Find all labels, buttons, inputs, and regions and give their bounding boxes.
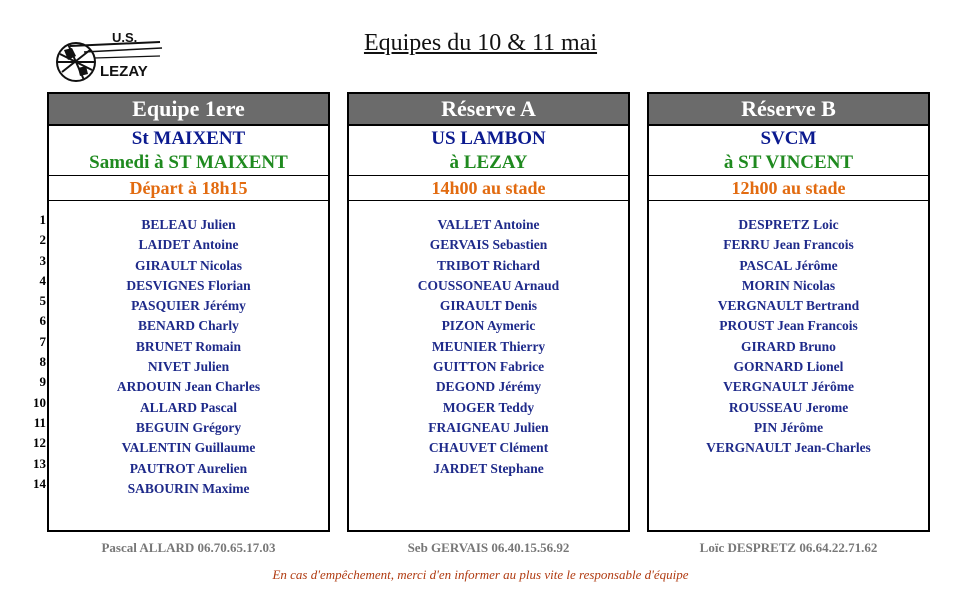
- player-name: SABOURIN Maxime: [127, 480, 250, 496]
- player-name: GIRAULT Nicolas: [135, 257, 242, 273]
- contact-reserve-b: Loïc DESPRETZ 06.64.22.71.62: [699, 540, 878, 555]
- player-name: MOGER Teddy: [442, 399, 535, 415]
- player-name: PIN Jérôme: [753, 419, 824, 435]
- player-name: BENARD Charly: [138, 318, 239, 334]
- player-name: PAUTROT Aurelien: [129, 460, 248, 476]
- venue: Samedi à ST MAIXENT: [49, 151, 328, 176]
- player-name: COUSSONEAU Arnaud: [417, 277, 560, 293]
- contact-equipe-1ere: Pascal ALLARD 06.70.65.17.03: [101, 540, 276, 555]
- row-number: 4: [39, 272, 46, 288]
- departure-time: 12h00 au stade: [649, 176, 928, 201]
- row-number: 3: [39, 252, 46, 268]
- row-number: 6: [39, 313, 46, 329]
- venue: à LEZAY: [349, 151, 628, 176]
- player-name: GORNARD Lionel: [733, 359, 844, 375]
- player-name: GUITTON Fabrice: [432, 359, 545, 375]
- row-number: 14: [33, 475, 46, 491]
- player-name: BRUNET Romain: [135, 338, 242, 354]
- player-name: ROUSSEAU Jerome: [728, 399, 849, 415]
- contact-reserve-a: Seb GERVAIS 06.40.15.56.92: [407, 540, 570, 555]
- venue: à ST VINCENT: [649, 151, 928, 176]
- player-name: PASCAL Jérôme: [739, 257, 838, 273]
- opponent: US LAMBON: [431, 128, 546, 149]
- opponent: St MAIXENT: [131, 128, 246, 149]
- row-number: 5: [39, 293, 46, 309]
- player-name: JARDET Stephane: [433, 460, 544, 476]
- departure-time: Départ à 18h15: [49, 176, 328, 201]
- player-name: GIRARD Bruno: [741, 338, 836, 354]
- team-panel-equipe-1ere: [47, 92, 330, 532]
- row-number: 7: [39, 333, 46, 349]
- footer-note: En cas d'empêchement, merci d'en informer au plus vite le responsable d'équipe: [272, 567, 689, 582]
- player-name: TRIBOT Richard: [437, 257, 540, 273]
- player-name: CHAUVET Clément: [428, 440, 549, 456]
- player-name: VERGNAULT Bertrand: [717, 298, 860, 314]
- player-name: ARDOUIN Jean Charles: [116, 379, 261, 395]
- row-number: 2: [39, 232, 46, 248]
- player-name: MEUNIER Thierry: [431, 338, 546, 354]
- player-name: LAIDET Antoine: [138, 237, 239, 253]
- row-number: 10: [33, 394, 46, 410]
- logo-text-top: U.S.: [112, 30, 138, 45]
- player-name: PASQUIER Jérémy: [131, 298, 246, 314]
- team-name: Réserve A: [349, 94, 628, 126]
- player-name: FERRU Jean Francois: [723, 237, 854, 253]
- opponent: SVCM: [760, 128, 817, 149]
- logo-text-bottom: LEZAY: [100, 63, 148, 80]
- player-name: GERVAIS Sebastien: [429, 237, 548, 253]
- row-number: 12: [33, 435, 46, 451]
- player-name: VERGNAULT Jérôme: [723, 379, 854, 395]
- player-name: VALLET Antoine: [437, 217, 540, 232]
- row-number: 1: [39, 212, 46, 227]
- player-name: NIVET Julien: [147, 359, 230, 375]
- team-panel-reserve-a: [347, 92, 630, 532]
- player-name: BEGUIN Grégory: [135, 419, 242, 435]
- row-number: 13: [33, 455, 46, 471]
- player-name: VERGNAULT Jean-Charles: [706, 440, 871, 456]
- player-name: FRAIGNEAU Julien: [428, 419, 549, 435]
- player-name: MORIN Nicolas: [741, 277, 836, 293]
- row-number: 9: [39, 374, 46, 390]
- player-list: [349, 215, 628, 479]
- team-name: Réserve B: [649, 94, 928, 126]
- player-name: DESPRETZ Loic: [738, 217, 839, 232]
- player-list: [649, 215, 928, 459]
- departure-time: 14h00 au stade: [349, 176, 628, 201]
- player-name: GIRAULT Denis: [439, 298, 538, 314]
- player-name: PIZON Aymeric: [441, 318, 536, 334]
- team-panel-reserve-b: [647, 92, 930, 532]
- row-numbers: [18, 210, 46, 494]
- player-name: BELEAU Julien: [141, 217, 236, 232]
- player-name: VALENTIN Guillaume: [121, 440, 256, 456]
- page-title-wrap: [0, 30, 961, 57]
- player-name: DESVIGNES Florian: [126, 277, 251, 293]
- row-number: 8: [39, 354, 46, 370]
- player-name: DEGOND Jérémy: [435, 379, 542, 395]
- player-name: ALLARD Pascal: [139, 399, 238, 415]
- player-list: [49, 215, 328, 499]
- player-name: PROUST Jean Francois: [719, 318, 858, 334]
- row-number: 11: [33, 414, 46, 430]
- team-name: Equipe 1ere: [49, 94, 328, 126]
- page-title: Equipes du 10 & 11 mai: [363, 30, 598, 56]
